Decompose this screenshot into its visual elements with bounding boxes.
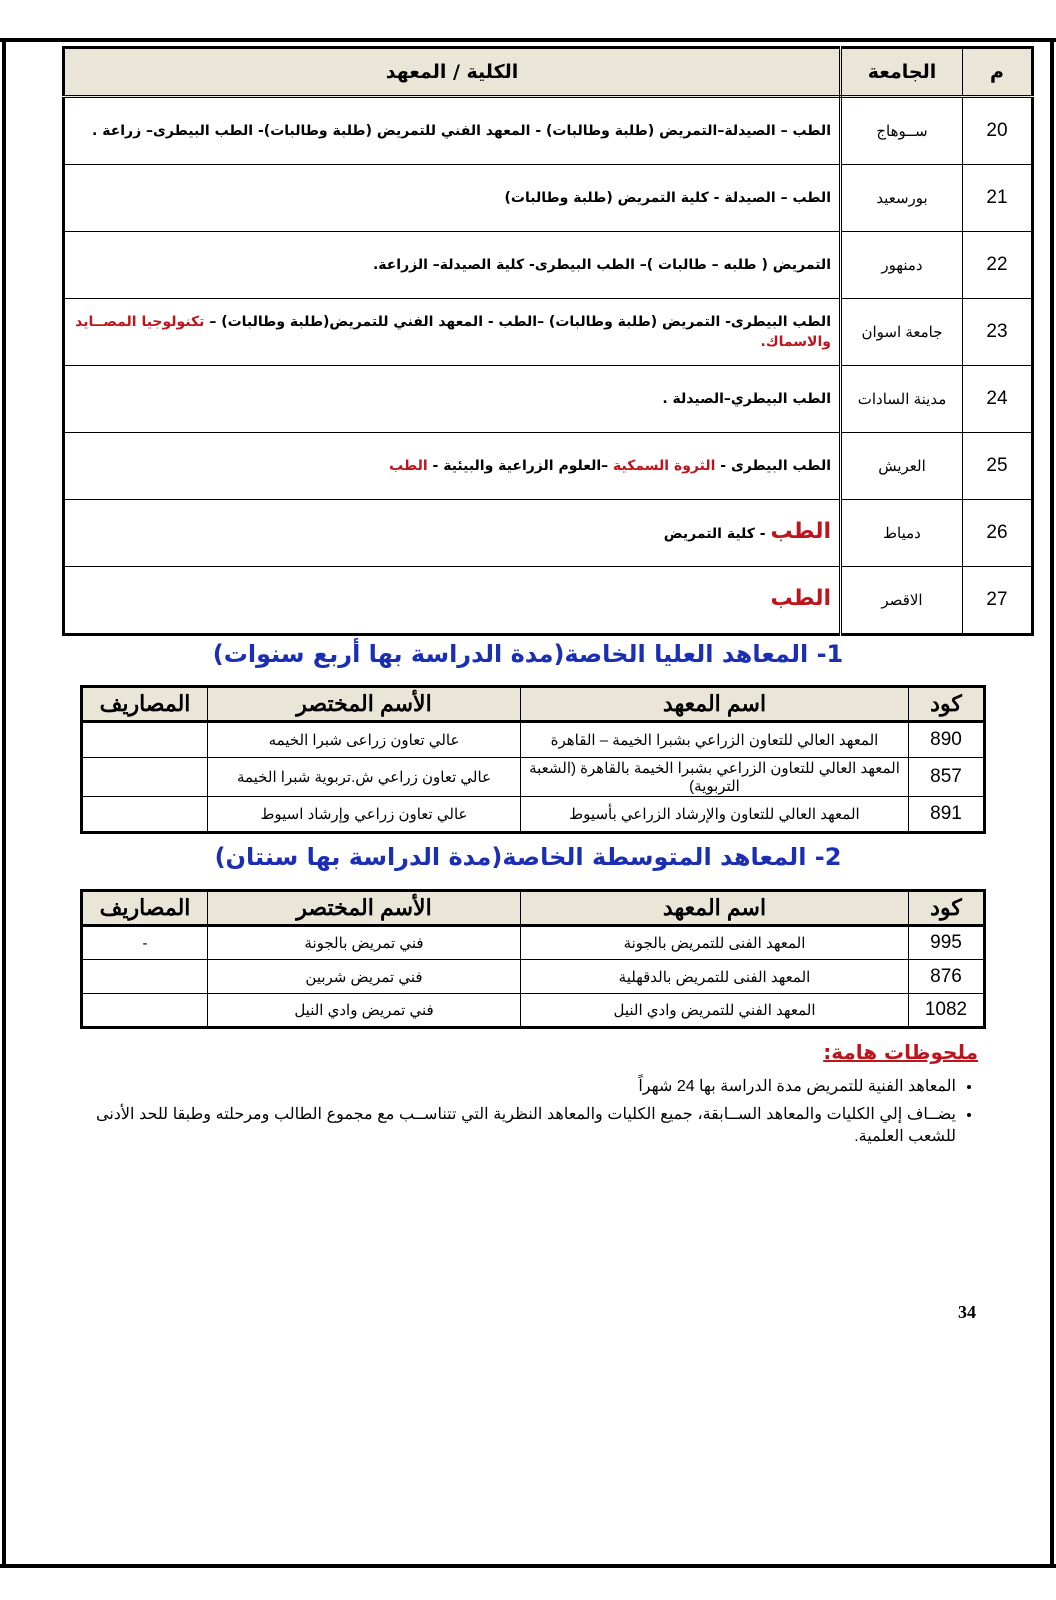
institute-fees: [82, 797, 208, 833]
row-number: 23: [963, 299, 1033, 366]
universities-body: [64, 97, 1033, 635]
intermediate-institutes-body: [82, 926, 985, 1028]
header-code: كود: [909, 687, 985, 722]
university-name: مدينة السادات: [841, 366, 963, 433]
note-item: • المعاهد الفنية للتمريض مدة الدراسة بها 24 شهراً: [96, 1076, 956, 1098]
row-number: 21: [963, 165, 1033, 232]
institute-fees: [82, 994, 208, 1028]
faculty-text: - كلية التمريض: [663, 526, 771, 542]
faculty-list: [64, 500, 841, 567]
institute-short-name: عالي تعاون زراعي وإرشاد اسيوط: [208, 797, 521, 833]
faculty-text: الطب البيطرى -: [715, 458, 831, 474]
institute-name: المعهد العالي للتعاون الزراعي بشبرا الخيمة – القاهرة: [521, 722, 909, 758]
universities-header-row: [64, 48, 1033, 97]
university-name: دمنهور: [841, 232, 963, 299]
faculty-text: الطب البيطرى- التمريض (طلبة وطالبات) –الطب - المعهد الفني للتمريض(طلبة وطالبات) –: [204, 314, 831, 330]
university-row: [64, 366, 1033, 433]
faculty-list: [64, 433, 841, 500]
higher-institutes-table: [80, 685, 986, 834]
institute-short-name: فني تمريض بالجونة: [208, 926, 521, 960]
university-row: [64, 97, 1033, 165]
university-row: [64, 165, 1033, 232]
institute-name: المعهد الفني للتمريض وادي النيل: [521, 994, 909, 1028]
section2-title: 2- المعاهد المتوسطة الخاصة(مدة الدراسة بها سنتان): [214, 843, 842, 871]
institute-fees: [82, 758, 208, 797]
faculty-text: الطب – الصيدلة - كلية التمريض (طلبة وطالبات): [504, 190, 831, 206]
faculty-highlight: الطب: [770, 586, 831, 611]
institute-row: [82, 722, 985, 758]
row-number: 26: [963, 500, 1033, 567]
row-number: 24: [963, 366, 1033, 433]
page-border-top: [0, 38, 1056, 42]
row-number: 27: [963, 567, 1033, 635]
page-border-bottom: [0, 1564, 1056, 1568]
institute-short-name: عالي تعاون زراعى شبرا الخيمه: [208, 722, 521, 758]
institute-name: المعهد الفنى للتمريض بالدقهلية: [521, 960, 909, 994]
faculty-highlight: الثروة السمكية: [613, 458, 716, 474]
faculty-text: الطب – الصيدلة–التمريض (طلبة وطالبات) - المعهد الفني للتمريض (طلبة وطالبات)- الطب البيطرى– زراعة .: [92, 123, 831, 139]
header-short-name: الأسم المختصر: [208, 891, 521, 926]
faculty-highlight: الطب: [770, 519, 831, 544]
page-border-left: [2, 38, 6, 1568]
higher-institutes-header-row: [82, 687, 985, 722]
faculty-text: التمريض ( طلبه – طالبات )– الطب البيطرى- كلية الصيدلة– الزراعة.: [372, 257, 831, 273]
notes-title: ملحوظات هامة:: [823, 1040, 978, 1064]
header-fees: المصاريف: [82, 687, 208, 722]
university-name: بورسعيد: [841, 165, 963, 232]
university-row: [64, 232, 1033, 299]
university-row: [64, 567, 1033, 635]
institute-row: [82, 926, 985, 960]
institute-code: 891: [909, 797, 985, 833]
intermediate-institutes-header-row: [82, 891, 985, 926]
faculty-list: [64, 366, 841, 433]
faculty-list: [64, 567, 841, 635]
row-number: 20: [963, 97, 1033, 165]
institute-code: 1082: [909, 994, 985, 1028]
university-name: جامعة اسوان: [841, 299, 963, 366]
note-item: • يضــاف إلي الكليات والمعاهد الســابقة، جميع الكليات والمعاهد النظرية التي تتناســب مع مجموع الطالب ومرحلته وطبقا للحد الأدنى للشعب العلمية.: [96, 1104, 956, 1148]
header-fees: المصاريف: [82, 891, 208, 926]
institute-short-name: عالي تعاون زراعي ش.تربوية شبرا الخيمة: [208, 758, 521, 797]
row-number: 25: [963, 433, 1033, 500]
header-institute-name: اسم المعهد: [521, 891, 909, 926]
institute-code: 876: [909, 960, 985, 994]
institute-fees: [82, 960, 208, 994]
institute-short-name: فني تمريض وادي النيل: [208, 994, 521, 1028]
university-name: ســوهاج: [841, 97, 963, 165]
faculty-highlight: الطب: [389, 458, 428, 474]
faculty-highlight: تكنولوجيا المصــايد والاسماك.: [75, 314, 831, 350]
faculty-list: [64, 97, 841, 165]
university-name: الاقصر: [841, 567, 963, 635]
institute-row: [82, 994, 985, 1028]
header-index: م: [963, 48, 1033, 97]
institute-fees: -: [82, 926, 208, 960]
faculty-list: [64, 165, 841, 232]
institute-fees: [82, 722, 208, 758]
university-row: [64, 299, 1033, 366]
institute-name: المعهد العالي للتعاون والإرشاد الزراعي بأسيوط: [521, 797, 909, 833]
university-name: العريش: [841, 433, 963, 500]
faculty-list: [64, 232, 841, 299]
university-row: [64, 500, 1033, 567]
institute-name: المعهد العالي للتعاون الزراعي بشبرا الخيمة بالقاهرة (الشعبة التربوية): [521, 758, 909, 797]
institute-code: 857: [909, 758, 985, 797]
university-row: [64, 433, 1033, 500]
institute-code: 995: [909, 926, 985, 960]
institute-row: [82, 960, 985, 994]
institute-code: 890: [909, 722, 985, 758]
institute-row: [82, 797, 985, 833]
header-institute-name: اسم المعهد: [521, 687, 909, 722]
faculty-list: [64, 299, 841, 366]
faculty-text: –العلوم الزراعية والبيئية -: [427, 458, 614, 474]
faculty-text: الطب البيطري–الصيدلة .: [662, 391, 831, 407]
row-number: 22: [963, 232, 1033, 299]
university-name: دمياط: [841, 500, 963, 567]
institute-name: المعهد الفنى للتمريض بالجونة: [521, 926, 909, 960]
header-short-name: الأسم المختصر: [208, 687, 521, 722]
higher-institutes-body: [82, 722, 985, 833]
header-code: كود: [909, 891, 985, 926]
section1-title: 1- المعاهد العليا الخاصة(مدة الدراسة بها أربع سنوات): [212, 640, 844, 668]
institute-row: [82, 758, 985, 797]
page-number: 34: [958, 1302, 976, 1322]
institute-short-name: فني تمريض شربين: [208, 960, 521, 994]
universities-table: [62, 46, 1034, 636]
notes-list: [96, 1076, 978, 1154]
header-faculty: الكلية / المعهد: [64, 48, 841, 97]
page-border-right: [1050, 38, 1054, 1568]
intermediate-institutes-table: [80, 889, 986, 1029]
header-university: الجامعة: [841, 48, 963, 97]
